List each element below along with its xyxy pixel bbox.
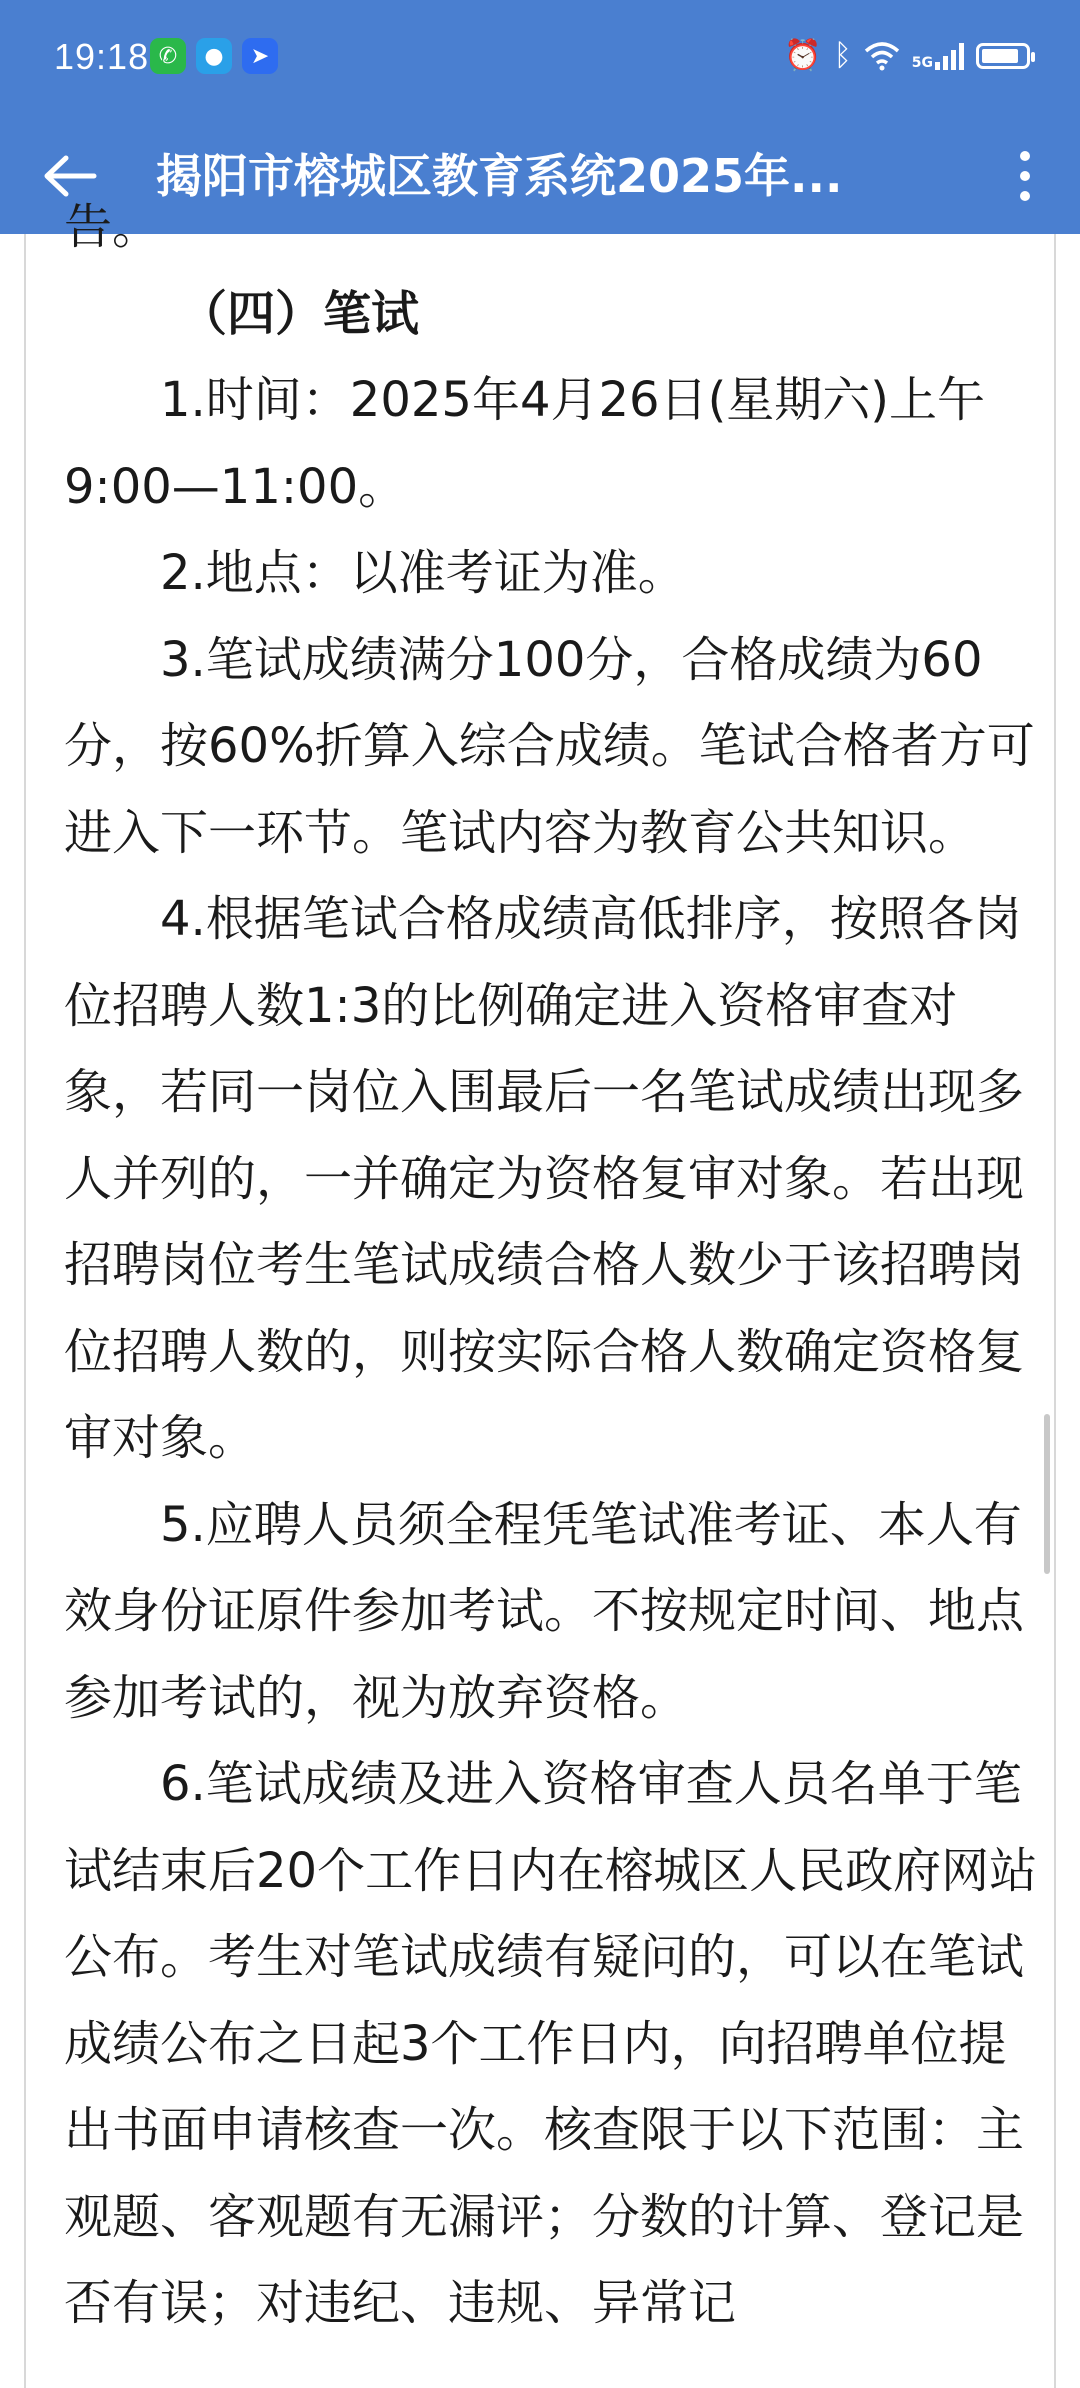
more-dot-icon — [1020, 151, 1030, 161]
alarm-icon: ⏰ — [784, 38, 822, 73]
cellular-signal — [912, 42, 964, 70]
bluetooth-icon: ᛒ — [833, 38, 852, 73]
paragraph-ranking: 4.根据笔试合格成绩高低排序，按照各岗位招聘人数1:3的比例确定进入资格审查对象，若同一岗位入围最后一名笔试成绩出现多人并列的，一并确定为资格复审对象。若出现招聘岗位考生笔试成绩合格人数少于该招聘岗位招聘人数的，则按实际合格人数确定资格复审对象。 — [64, 891, 1025, 1466]
paragraph-results: 6.笔试成绩及进入资格审查人员名单于笔试结束后20个工作日内在榕城区人民政府网站公布。考生对笔试成绩有疑问的，可以在笔试成绩公布之日起3个工作日内，向招聘单位提出书面申请核查一次。核查限于以下范围：主观题、客观题有无漏评；分数的计算、登记是否有误；对违纪、违规、异常记 — [64, 1756, 1038, 2331]
scrollbar-thumb[interactable] — [1044, 1414, 1050, 1574]
notification-icons — [150, 38, 278, 74]
status-time: 19:18 — [54, 36, 150, 77]
page-title: 揭阳市榕城区教育系统2025年... — [156, 149, 843, 203]
article-container[interactable] — [24, 199, 1056, 2388]
article-body — [64, 184, 1040, 2347]
paragraph-time: 1.时间：2025年4月26日(星期六)上午9:00—11:00。 — [64, 372, 986, 515]
cloud-app-icon: ● — [196, 38, 232, 74]
more-dot-icon — [1020, 171, 1030, 181]
signal-bars-icon — [935, 42, 964, 70]
wifi-icon — [864, 41, 900, 71]
wechat-icon: ✆ — [150, 38, 186, 74]
section-heading: （四）笔试 — [179, 285, 420, 342]
feishu-icon: ➤ — [242, 38, 278, 74]
paragraph-location: 2.地点：以准考证为准。 — [160, 545, 686, 601]
battery-level — [982, 49, 1018, 63]
paragraph-score: 3.笔试成绩满分100分，合格成绩为60分，按60%折算入综合成绩。笔试合格者方可进入下一环节。笔试内容为教育公共知识。 — [64, 631, 1035, 861]
status-bar — [0, 0, 1080, 118]
paragraph-id-requirements: 5.应聘人员须全程凭笔试准考证、本人有效身份证原件参加考试。不按规定时间、地点参加考试的，视为放弃资格。 — [64, 1496, 1025, 1726]
system-icons — [784, 38, 1030, 73]
cut-off-line: 告。 — [64, 199, 161, 255]
battery-icon — [976, 43, 1030, 69]
network-type: 5G — [911, 54, 933, 71]
